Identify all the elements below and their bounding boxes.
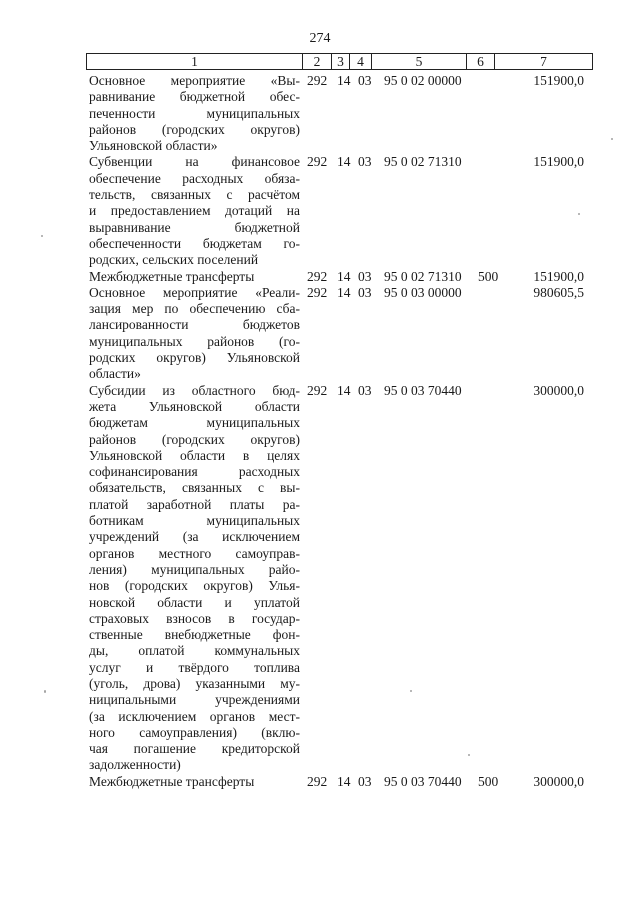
row-target-code: 95 0 02 71310 <box>384 268 462 284</box>
description-line: Основное мероприятие «Реали- <box>89 284 300 300</box>
header-col-2: 2 <box>303 54 332 70</box>
row-subsection-code: 03 <box>358 268 372 284</box>
description-line: (уголь, дрова) указанными му- <box>89 675 300 691</box>
description-line: равнивание бюджетной обес- <box>89 89 300 105</box>
description-line: области» <box>89 366 141 382</box>
header-col-3: 3 <box>332 54 350 70</box>
row-target-code: 95 0 03 70440 <box>384 382 462 398</box>
description-line: родских округов) Ульяновской <box>89 350 300 366</box>
row-subsection-code: 03 <box>358 773 372 789</box>
table-row <box>0 154 640 268</box>
header-col-4: 4 <box>350 54 372 70</box>
description-line: чая погашение кредиторской <box>89 741 300 757</box>
scan-speck <box>44 690 46 693</box>
row-description <box>89 383 300 774</box>
description-line: обязательств, связанных с вы- <box>89 480 300 496</box>
table-header <box>86 53 593 70</box>
table-body <box>0 73 640 790</box>
row-description <box>89 774 300 790</box>
row-amount: 151900,0 <box>533 268 584 284</box>
header-col-6: 6 <box>467 54 495 70</box>
row-subsection-code: 03 <box>358 284 372 300</box>
description-line: нов (городских округов) Улья- <box>89 578 300 594</box>
row-subsection-code: 03 <box>358 154 372 170</box>
description-line: районов (городских округов) <box>89 431 300 447</box>
description-line: Ульяновской области» <box>89 138 218 154</box>
row-target-code: 95 0 02 71310 <box>384 154 462 170</box>
row-description <box>89 154 300 268</box>
row-subsection-code: 03 <box>358 73 372 88</box>
row-target-code: 95 0 02 00000 <box>384 73 462 88</box>
row-admin-code: 292 <box>307 268 328 284</box>
scan-speck <box>578 213 580 215</box>
row-amount: 300000,0 <box>533 382 584 398</box>
description-line: обеспечение расходных обяза- <box>89 170 300 186</box>
row-section-code: 14 <box>337 382 351 398</box>
description-line: зация мер по обеспечению сба- <box>89 301 300 317</box>
description-line: ления) муниципальных райо- <box>89 561 300 577</box>
row-subsection-code: 03 <box>358 382 372 398</box>
description-line: Ульяновской области в целях <box>89 447 300 463</box>
description-line: Основное мероприятие «Вы- <box>89 73 300 88</box>
description-line: лансированности бюджетов <box>89 317 300 333</box>
row-admin-code: 292 <box>307 773 328 789</box>
row-admin-code: 292 <box>307 154 328 170</box>
description-line: и предоставлением дотаций на <box>89 203 300 219</box>
description-line: Субсидии из областного бюд- <box>89 382 300 398</box>
description-line: органов местного самоуправ- <box>89 545 300 561</box>
description-line: ды, оплатой коммунальных <box>89 643 300 659</box>
description-line: родских, сельских поселений <box>89 252 259 268</box>
table-row <box>0 73 640 154</box>
description-line: районов (городских округов) <box>89 121 300 137</box>
description-line: новской области и уплатой <box>89 594 300 610</box>
row-admin-code: 292 <box>307 284 328 300</box>
row-section-code: 14 <box>337 73 351 88</box>
scan-speck <box>410 690 412 692</box>
row-target-code: 95 0 03 00000 <box>384 284 462 300</box>
row-expense-type: 500 <box>478 268 499 284</box>
scan-speck <box>468 754 470 756</box>
description-line: муниципальных районов (го- <box>89 333 300 349</box>
row-section-code: 14 <box>337 284 351 300</box>
description-line: обеспеченности бюджетам го- <box>89 235 300 251</box>
description-line: Межбюджетные трансферты <box>89 773 255 789</box>
description-line: жета Ульяновской области <box>89 398 300 414</box>
row-admin-code: 292 <box>307 382 328 398</box>
scan-speck <box>41 235 43 237</box>
row-description <box>89 285 300 383</box>
row-section-code: 14 <box>337 268 351 284</box>
row-section-code: 14 <box>337 773 351 789</box>
description-line: ниципальными учреждениями <box>89 692 300 708</box>
row-amount: 151900,0 <box>533 73 584 88</box>
description-line: учреждений (за исключением <box>89 529 300 545</box>
description-line: тельств, связанных с расчётом <box>89 187 300 203</box>
description-line: ственные внебюджетные фон- <box>89 627 300 643</box>
description-line: ного самоуправления) (вклю- <box>89 724 300 740</box>
description-line: (за исключением органов мест- <box>89 708 300 724</box>
table-row <box>0 285 640 383</box>
row-description <box>89 73 300 154</box>
row-amount: 151900,0 <box>533 154 584 170</box>
header-col-7: 7 <box>495 54 593 70</box>
header-col-1: 1 <box>87 54 303 70</box>
row-expense-type: 500 <box>478 773 499 789</box>
row-description <box>89 269 300 285</box>
description-line: Межбюджетные трансферты <box>89 268 255 284</box>
description-line: платой заработной платы ра- <box>89 496 300 512</box>
scan-speck <box>611 138 613 140</box>
description-line: ботникам муниципальных <box>89 513 300 529</box>
row-target-code: 95 0 03 70440 <box>384 773 462 789</box>
page-number: 274 <box>309 31 331 46</box>
table-row <box>0 774 640 790</box>
description-line: страховых взносов в государ- <box>89 610 300 626</box>
description-line: выравнивание бюджетной <box>89 219 300 235</box>
description-line: печенности муниципальных <box>89 105 300 121</box>
description-line: софинансирования расходных <box>89 464 300 480</box>
row-amount: 300000,0 <box>533 773 584 789</box>
description-line: задолженности) <box>89 757 181 773</box>
row-amount: 980605,5 <box>533 284 584 300</box>
description-line: Субвенции на финансовое <box>89 154 300 170</box>
header-col-5: 5 <box>372 54 467 70</box>
row-admin-code: 292 <box>307 73 328 88</box>
table-row <box>0 269 640 285</box>
description-line: услуг и твёрдого топлива <box>89 659 300 675</box>
row-section-code: 14 <box>337 154 351 170</box>
description-line: бюджетам муниципальных <box>89 415 300 431</box>
table-row <box>0 383 640 774</box>
